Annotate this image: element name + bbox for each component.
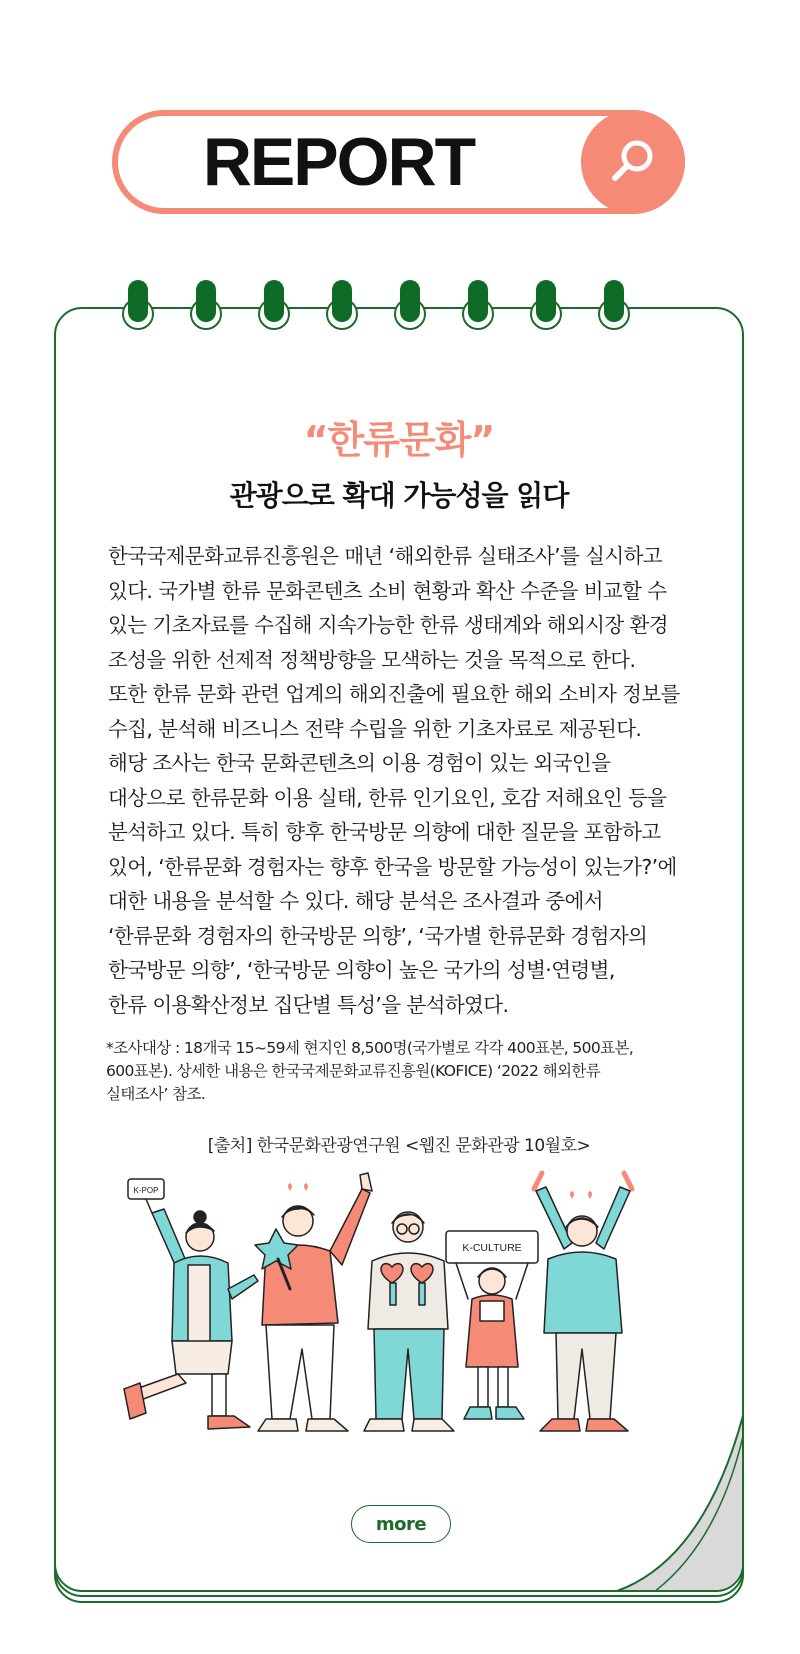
- fan-figure-kculture: [446, 1231, 538, 1419]
- search-button[interactable]: [581, 110, 685, 214]
- binder-ring-icon: [188, 280, 224, 350]
- card-subtitle: 관광으로 확대 가능성을 읽다: [229, 479, 569, 512]
- fan-figure-lightstick: [255, 1173, 372, 1431]
- fan-figure-kpop: [124, 1179, 258, 1429]
- body-line: 한국국제문화교류진흥원은 매년 ‘해외한류 실태조사’를 실시하고: [108, 544, 662, 568]
- binder-ring-icon: [460, 280, 496, 350]
- binder-ring-icon: [120, 280, 156, 350]
- body-line: 분석하고 있다. 특히 향후 한국방문 의향에 대한 질문을 포함하고: [108, 820, 661, 844]
- binder-ring-icon: [392, 280, 428, 350]
- note-line: *조사대상 : 18개국 15~59세 현지인 8,500명(국가별로 각각 400표본, 500표본,: [106, 1039, 634, 1057]
- more-button[interactable]: more: [351, 1505, 451, 1543]
- body-line: 있는 기초자료를 수집해 지속가능한 한류 생태계와 해외시장 환경: [108, 613, 668, 637]
- report-banner: [112, 110, 685, 214]
- body-line: 수집, 분석해 비즈니스 전략 수립을 위한 기초자료로 제공된다.: [108, 716, 642, 741]
- body-line: 있다. 국가별 한류 문화콘텐츠 소비 현황과 확산 수준을 비교할 수: [108, 578, 667, 603]
- binder-ring-icon: [256, 280, 292, 350]
- fan-figure-batons: [534, 1173, 632, 1431]
- body-line: 대상으로 한류문화 이용 실태, 한류 인기요인, 호감 저해요인 등을: [108, 785, 667, 810]
- body-line: 또한 한류 문화 관련 업계의 해외진출에 필요한 해외 소비자 정보를: [108, 682, 680, 706]
- notebook-card: [54, 307, 744, 1592]
- survey-note: [106, 1037, 706, 1106]
- body-line: 한류 이용확산정보 집단별 특성’을 분석하였다.: [108, 992, 509, 1017]
- body-line: ‘한류문화 경험자의 한국방문 의향’, ‘국가별 한류문화 경험자의: [108, 923, 648, 948]
- body-line: 조성을 위한 선제적 정책방향을 모색하는 것을 목적으로 한다.: [108, 647, 636, 672]
- body-line: 있어, ‘한류문화 경험자는 향후 한국을 방문할 가능성이 있는가?’에: [108, 854, 677, 879]
- binder-ring-icon: [528, 280, 564, 350]
- report-title: REPORT: [202, 124, 475, 200]
- body-line: 해당 조사는 한국 문화콘텐츠의 이용 경험이 있는 외국인을: [108, 751, 611, 775]
- body-line: 대한 내용을 분석할 수 있다. 해당 분석은 조사결과 중에서: [108, 889, 603, 913]
- kculture-sign-label: K-CULTURE: [462, 1242, 522, 1254]
- note-line: 600표본). 상세한 내용은 한국국제문화교류진흥원(KOFICE) ‘2022 해외한류: [106, 1062, 601, 1080]
- binder-ring-icon: [596, 280, 632, 350]
- card-body-text: [108, 539, 698, 1022]
- fan-figure-hearts: [364, 1212, 454, 1431]
- binder-ring-icon: [324, 280, 360, 350]
- source-credit: [출처] 한국문화관광연구원 <웹진 문화관광 10월호>: [207, 1136, 591, 1156]
- binder-rings: [54, 280, 744, 350]
- note-line: 실태조사’ 참조.: [106, 1085, 206, 1103]
- search-icon: [603, 132, 663, 192]
- page-curl-icon: [594, 1412, 744, 1592]
- kpop-sign-label: K-POP: [133, 1186, 159, 1195]
- body-line: 한국방문 의향’, ‘한국방문 의향이 높은 국가의 성별·연령별,: [108, 958, 615, 982]
- card-quote-title: “한류문화”: [303, 418, 495, 462]
